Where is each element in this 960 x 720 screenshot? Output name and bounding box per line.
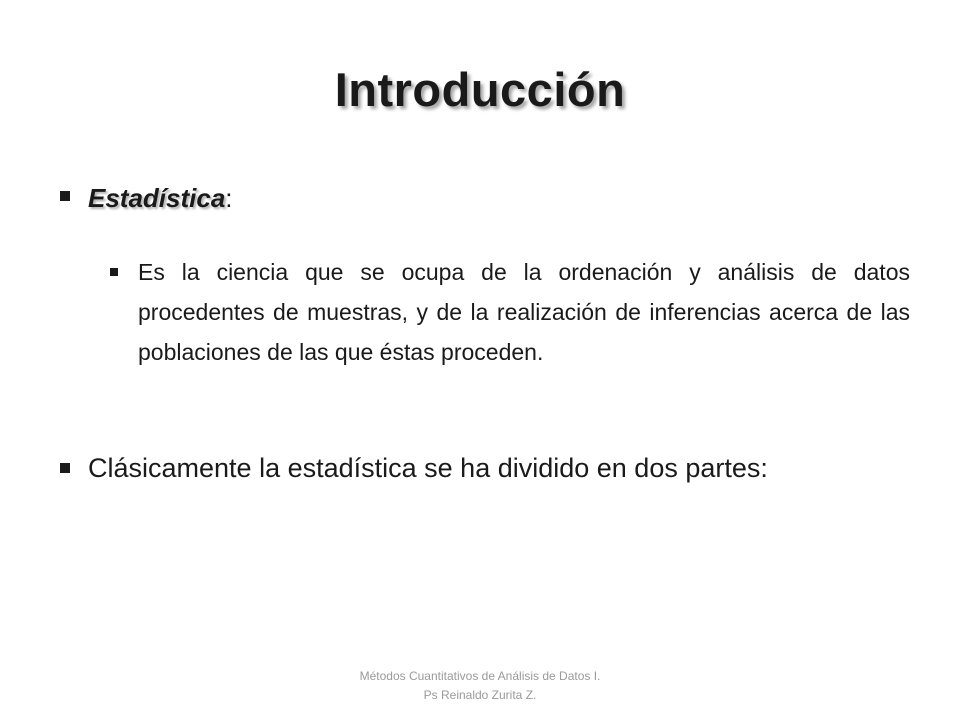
slide-footer: [0, 667, 960, 705]
sub-bullet-definition: [110, 252, 910, 372]
footer-line-2: Ps Reinaldo Zurita Z.: [423, 688, 537, 702]
bullet-estadistica: [60, 183, 233, 214]
slide-title: Introducción: [334, 63, 626, 116]
footer-line-1: Métodos Cuantitativos de Análisis de Datos I.: [359, 669, 601, 683]
bullet-label: [88, 183, 233, 214]
definition-text: Es la ciencia que se ocupa de la ordenación y análisis de datos procedentes de muestras, y de la realización de inferencias acerca de las poblaciones de las que éstas proceden.: [138, 259, 910, 365]
square-bullet-icon: [110, 268, 118, 276]
clasicamente-text: Clásicamente la estadística se ha dividido en dos partes:: [88, 453, 768, 483]
term-suffix: :: [225, 183, 233, 213]
square-bullet-icon: [60, 191, 70, 201]
term-estadistica: Estadística: [88, 183, 226, 213]
bullet-clasicamente: [60, 448, 840, 489]
square-bullet-icon: [60, 463, 70, 473]
